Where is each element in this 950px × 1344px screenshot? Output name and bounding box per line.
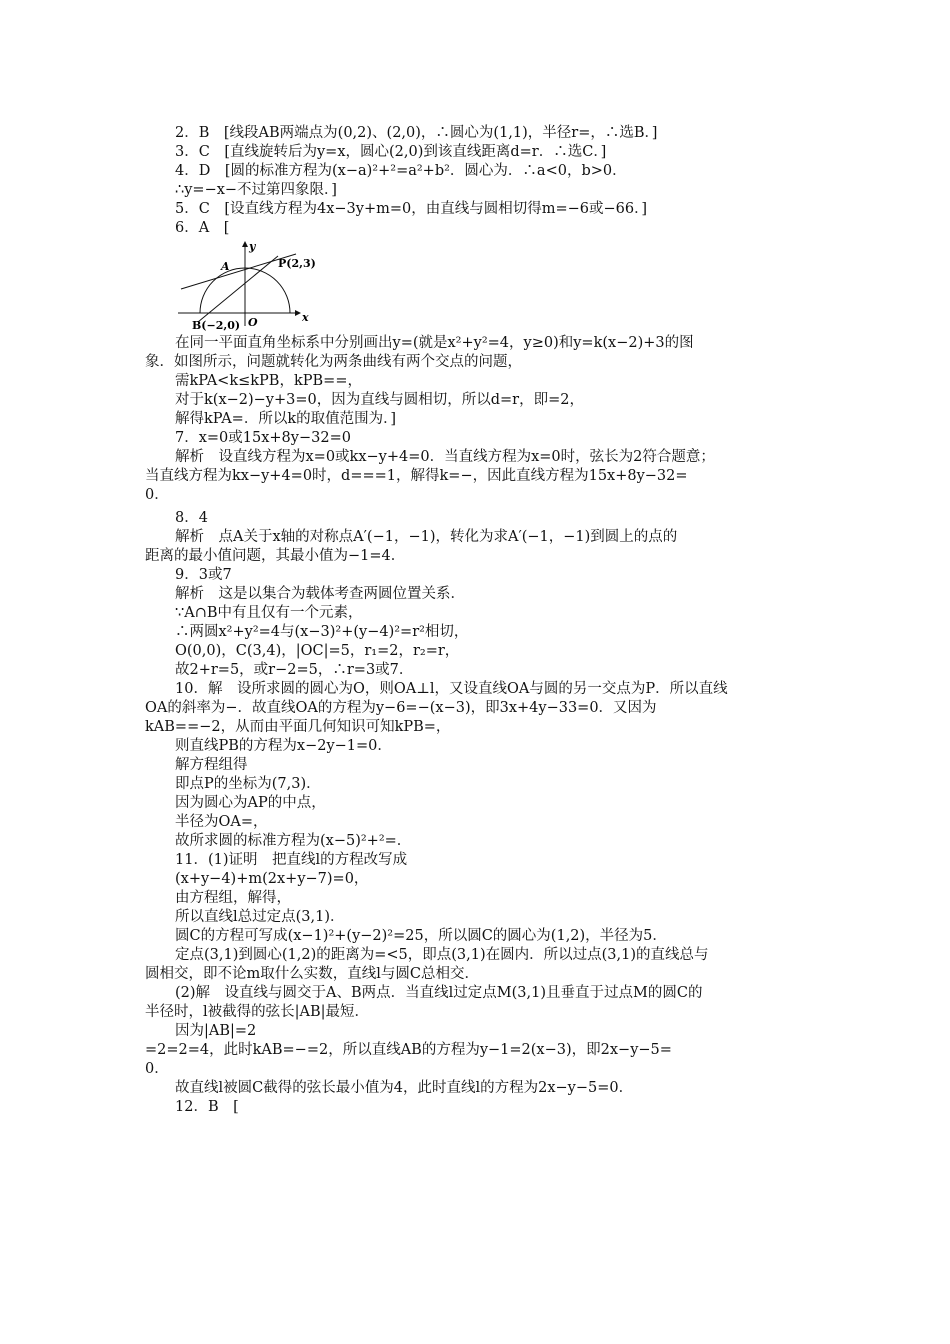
x-label: x [302,311,309,324]
graph-figure [145,238,810,334]
y-label: y [249,240,256,253]
text-line: 所以直线l总过定点(3,1)． [175,909,345,925]
text-line: 距离的最小值问题，其最小值为−1=4． [145,548,406,564]
label-b: B(−2,0) [192,319,241,332]
label-p: P(2,3) [278,257,316,270]
text-line: 故2+r=5，或r−2=5，∴r=3或7． [175,662,414,678]
text-line: O(0,0)，C(3,4)，|OC|=5，r₁=2，r₂=r， [175,643,460,659]
text-line: 7．x=0或15x+8y−32=0 [175,430,351,446]
text-line: 即点P的坐标为(7,3)． [175,776,321,792]
text-line: 10．解 设所求圆的圆心为O，则OA⊥l，又设直线OA与圆的另一交点为P．所以直线 [175,681,728,697]
text-line: 0． [145,1061,169,1077]
text-line: 解得kPA=．所以k的取值范围为．] [175,411,397,427]
text-line: 解方程组得 [175,757,248,773]
text-line: 定点(3,1)到圆心(1,2)的距离为=<5，即点(3,1)在圆内．所以过点(3,1)的直线总与 [175,947,709,963]
text-line: 故直线l被圆C截得的弦长最小值为4，此时直线l的方程为2x−y−5=0． [175,1080,634,1096]
text-line: 故所求圆的标准方程为(x−5)²+²=． [175,833,412,849]
text-line: OA的斜率为−．故直线OA的方程为y−6=−(x−3)，即3x+4y−33=0．又因为 [145,700,657,716]
text-line: 11．(1)证明 把直线l的方程改写成 [175,852,408,868]
text-line: 2．B [线段AB两端点为(0,2)、(2,0)，∴圆心为(1,1)，半径r=，∴选B．] [175,125,658,141]
text-line: 8．4 [175,510,208,526]
text-line: 0． [145,487,169,503]
text-line: (2)解 设直线与圆交于A、B两点．当直线l过定点M(3,1)且垂直于过点M的圆C的 [175,985,703,1001]
text-line: (x+y−4)+m(2x+y−7)=0， [175,871,369,887]
text-line: 6．A [ [175,220,230,236]
text-line: ∵A∩B中有且仅有一个元素， [175,605,363,621]
text-line: 对于k(x−2)−y+3=0，因为直线与圆相切，所以d=r，即=2， [175,392,584,408]
text-line: 解析 点A关于x轴的对称点A′(−1，−1)，转化为求A′(−1，−1)到圆上的点的 [175,529,678,545]
text-line: ∴两圆x²+y²=4与(x−3)²+(y−4)²=r²相切， [175,624,469,640]
text-line: 解析 设直线方程为x=0或kx−y+4=0．当直线方程为x=0时，弦长为2符合题意； [175,449,715,465]
text-line: ∴y=−x−不过第四象限．] [175,182,337,198]
text-line: 4．D [圆的标准方程为(x−a)²+²=a²+b²．圆心为．∴a<0，b>0． [175,163,627,179]
text-line: 半径时，l被截得的弦长|AB|最短． [145,1004,370,1020]
text-line: 由方程组，解得， [175,890,291,906]
label-o: O [248,316,258,329]
semicircle-graph [178,236,318,332]
label-a: A [221,260,230,273]
text-line: 解析 这是以集合为载体考查两圆位置关系． [175,586,465,602]
text-line: 5．C [设直线方程为4x−3y+m=0，由直线与圆相切得m=−6或−66．] [175,201,647,217]
text-line: 则直线PB的方程为x−2y−1=0． [175,738,392,754]
text-line: 需kPA<k≤kPB，kPB==， [175,373,362,389]
text-line: 因为圆心为AP的中点， [175,795,326,811]
text-line: 在同一平面直角坐标系中分别画出y=(就是x²+y²=4，y≥0)和y=k(x−2)+3的图 [175,335,694,351]
text-line: 半径为OA=， [175,814,268,830]
text-line: 象．如图所示，问题就转化为两条曲线有两个交点的问题， [145,354,522,370]
text-line: 9．3或7 [175,567,232,583]
text-line: 因为|AB|=2 [175,1023,257,1039]
text-line: 3．C [直线旋转后为y=x，圆心(2,0)到该直线距离d=r．∴选C．] [175,144,607,160]
document-body [145,124,810,1117]
text-line: 圆相交，即不论m取什么实数，直线l与圆C总相交． [145,966,479,982]
text-line: 12．B [ [175,1099,239,1115]
text-line: kAB==−2，从而由平面几何知识可知kPB=， [145,719,451,735]
line-pb [198,256,278,322]
text-line: 圆C的方程可写成(x−1)²+(y−2)²=25，所以圆C的圆心为(1,2)，半径为5． [175,928,667,944]
text-line: 当直线方程为kx−y+4=0时，d===1，解得k=−，因此直线方程为15x+8y−32= [145,468,688,484]
text-line: =2=2=4，此时kAB=−=2，所以直线AB的方程为y−1=2(x−3)，即2x−y−5= [145,1042,672,1058]
